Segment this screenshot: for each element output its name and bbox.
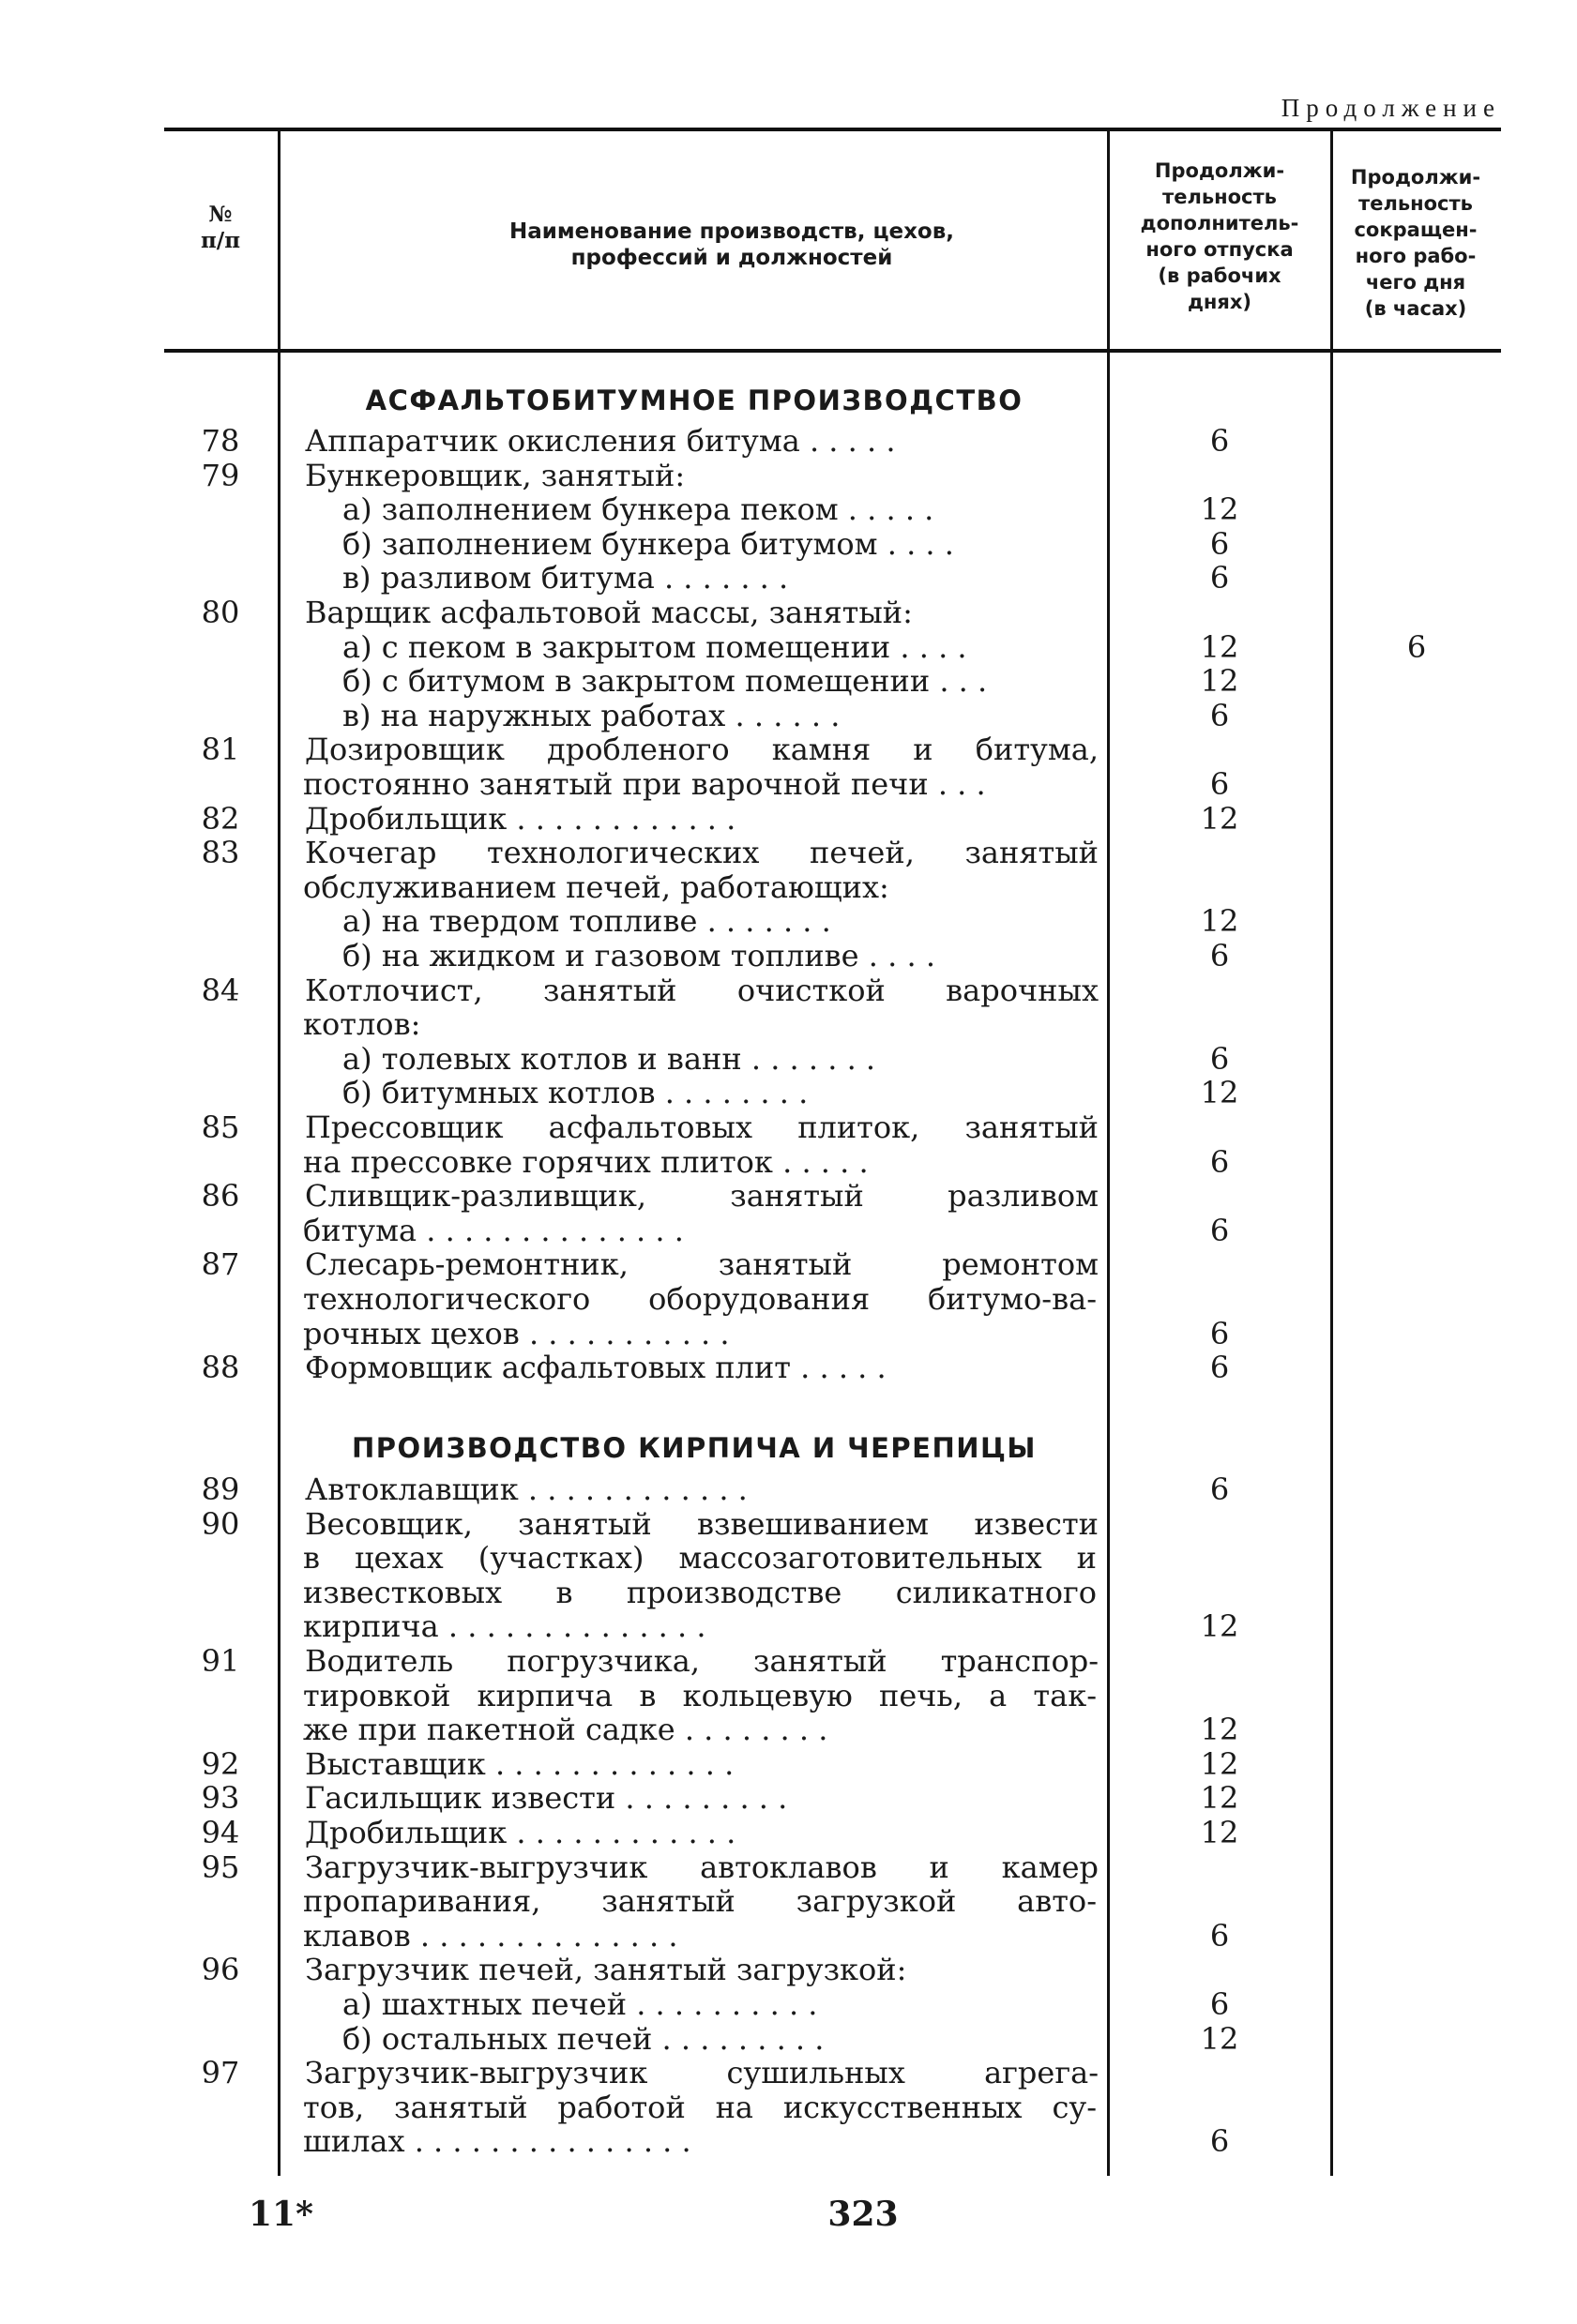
row-number: 91: [201, 1643, 240, 1679]
table-row: [0, 699, 1577, 733]
table-row: [0, 939, 1577, 973]
row-text: тов, занятый работой на искусственных су-: [303, 2090, 1097, 2125]
row-number: 81: [201, 732, 240, 768]
row-number: 82: [201, 800, 240, 837]
row-text: рочных цехов . . . . . . . . . . .: [303, 1316, 730, 1351]
section-title: АСФАЛЬТОБИТУМНОЕ ПРОИЗВОДСТВО: [365, 385, 1024, 416]
row-number: 87: [201, 1246, 240, 1283]
row-number: 88: [201, 1350, 240, 1386]
table-row: [0, 904, 1577, 939]
header-short-day-line: сокращен-: [1354, 219, 1478, 241]
table-row: [0, 1007, 1577, 1042]
header-name-line-2: профессий и должностей: [570, 246, 893, 270]
row-number: 90: [201, 1505, 240, 1542]
row-number: 89: [201, 1471, 240, 1507]
table-row: [0, 1679, 1577, 1713]
header-extra-leave-line: (в рабочих: [1158, 264, 1281, 287]
row-number: 86: [201, 1178, 240, 1215]
section-title: ПРОИЗВОДСТВО КИРПИЧА И ЧЕРЕПИЦЫ: [352, 1432, 1037, 1464]
row-number: 92: [201, 1745, 240, 1782]
extra-leave-days: 6: [1209, 1143, 1230, 1180]
row-text: битума . . . . . . . . . . . . . .: [303, 1213, 684, 1248]
table-row: [0, 1919, 1577, 1954]
table-row: [0, 561, 1577, 596]
page-number: 323: [827, 2195, 899, 2234]
row-text: Гасильщик извести . . . . . . . . .: [305, 1781, 788, 1816]
row-text: Дробильщик . . . . . . . . . . . .: [305, 1816, 736, 1850]
header-bottom-rule: [164, 349, 1501, 353]
table-row: [0, 1884, 1577, 1919]
header-extra-leave-line: днях): [1187, 291, 1252, 313]
row-text: а) шахтных печей . . . . . . . . . .: [342, 1987, 818, 2022]
row-text: Выставщик . . . . . . . . . . . . .: [305, 1746, 735, 1782]
extra-leave-days: 6: [1209, 1040, 1230, 1077]
row-text: же при пакетной садке . . . . . . . .: [303, 1713, 828, 1747]
row-text: Кочегар технологических печей, занятый: [305, 836, 1099, 870]
extra-leave-days: 6: [1209, 1315, 1230, 1351]
row-number: 95: [201, 1849, 240, 1885]
header-short-day-line: чего дня: [1365, 271, 1466, 294]
row-text: Варщик асфальтовой массы, занятый:: [305, 596, 913, 630]
row-text: б) остальных печей . . . . . . . . .: [342, 2021, 825, 2057]
table-row: [0, 1214, 1577, 1248]
row-text: а) на твердом топливе . . . . . . .: [342, 904, 831, 939]
table-row: [0, 1541, 1577, 1576]
header-short-day: [1332, 164, 1499, 322]
table-row: [0, 1816, 1577, 1850]
header-number-line-1: №: [208, 202, 233, 227]
table-row: [0, 1472, 1577, 1507]
extra-leave-days: 6: [1209, 1212, 1230, 1248]
row-number: 94: [201, 1815, 240, 1850]
extra-leave-days: 6: [1209, 697, 1230, 733]
row-text: а) заполнением бункера пеком . . . . .: [342, 492, 934, 527]
row-text: обслуживанием печей, работающих:: [303, 869, 889, 905]
table-row: [0, 1781, 1577, 1816]
row-text: Слесарь-ремонтник, занятый ремонтом: [305, 1247, 1099, 1282]
table-row: [0, 1507, 1577, 1542]
table-row: [0, 459, 1577, 493]
row-text: в) на наружных работах . . . . . .: [342, 698, 841, 733]
header-name-line-1: Наименование производств, цехов,: [508, 219, 955, 244]
table-row: [0, 1317, 1577, 1351]
signature-mark: 11*: [249, 2195, 313, 2234]
table-row: [0, 527, 1577, 562]
extra-leave-days: 6: [1209, 560, 1230, 596]
table-row: [0, 1351, 1577, 1385]
row-text: тировкой кирпича в кольцевую печь, а так-: [303, 1678, 1097, 1713]
header-extra-leave-line: ного отпуска: [1145, 238, 1294, 261]
row-text: постоянно занятый при варочной печи . . .: [303, 767, 986, 802]
row-number: 85: [201, 1109, 240, 1145]
table-row: [0, 973, 1577, 1008]
row-text: в цехах (участках) массозаготовительных и: [303, 1541, 1097, 1576]
row-text: шилах . . . . . . . . . . . . . . .: [303, 2124, 691, 2159]
table-top-rule: [164, 128, 1501, 131]
header-short-day-line: (в часах): [1364, 297, 1467, 320]
row-text: а) толевых котлов и ванн . . . . . . .: [342, 1041, 876, 1077]
row-text: б) битумных котлов . . . . . . . .: [342, 1076, 809, 1110]
table-row: [0, 1644, 1577, 1679]
table-row: [0, 1987, 1577, 2022]
row-text: технологического оборудования битумо-ва-: [303, 1282, 1097, 1317]
row-text: Формовщик асфальтовых плит . . . . .: [305, 1351, 887, 1385]
table-row: [0, 1110, 1577, 1145]
table-row: [0, 424, 1577, 459]
table-row: [0, 1042, 1577, 1077]
extra-leave-days: 6: [1209, 423, 1230, 459]
row-number: 84: [201, 972, 240, 1008]
row-text: известковых в производстве силикатного: [303, 1575, 1097, 1610]
table-row: [0, 836, 1577, 870]
extra-leave-days: 12: [1200, 903, 1239, 940]
extra-leave-days: 12: [1200, 491, 1239, 528]
table-row: [0, 2022, 1577, 2057]
extra-leave-days: 6: [1209, 766, 1230, 802]
row-text: а) с пеком в закрытом помещении . . . .: [342, 629, 967, 665]
table-row: [0, 1713, 1577, 1747]
row-number: 78: [201, 423, 240, 459]
header-short-day-line: Продолжи-: [1350, 166, 1481, 189]
row-text: клавов . . . . . . . . . . . . . .: [303, 1918, 678, 1954]
table-row: [0, 767, 1577, 802]
row-number: 96: [201, 1952, 240, 1988]
extra-leave-days: 12: [1200, 1712, 1239, 1748]
table-row: [0, 870, 1577, 905]
continuation-label: Продолжение: [1281, 94, 1501, 122]
row-text: Водитель погрузчика, занятый транспор-: [305, 1644, 1099, 1679]
row-text: Бункеровщик, занятый:: [305, 458, 686, 493]
extra-leave-days: 6: [1209, 1471, 1230, 1507]
extra-leave-days: 12: [1200, 1815, 1239, 1850]
header-number-line-2: п/п: [200, 228, 241, 253]
table-row: [0, 1850, 1577, 1885]
row-text: Аппаратчик окисления битума . . . . .: [305, 424, 896, 459]
header-extra-leave-line: тельность: [1162, 186, 1277, 208]
row-text: Дозировщик дробленого камня и битума,: [305, 732, 1099, 767]
row-text: в) разливом битума . . . . . . .: [342, 561, 789, 596]
row-number: 83: [201, 835, 240, 871]
header-short-day-line: ного рабо-: [1355, 245, 1477, 267]
row-text: Загрузчик-выгрузчик сушильных агрега-: [305, 2056, 1099, 2090]
table-row: [0, 2124, 1577, 2159]
header-extra-leave: [1112, 158, 1327, 315]
table-row: [0, 1953, 1577, 1987]
row-text: пропаривания, занятый загрузкой авто-: [303, 1884, 1097, 1919]
row-number: 97: [201, 2055, 240, 2091]
table-row: [0, 1609, 1577, 1644]
row-text: Прессовщик асфальтовых плиток, занятый: [305, 1110, 1099, 1145]
extra-leave-days: 12: [1200, 1780, 1239, 1817]
row-text: Загрузчик печей, занятый загрузкой:: [305, 1953, 907, 1987]
extra-leave-days: 12: [1200, 663, 1239, 700]
table-row: [0, 492, 1577, 527]
table-row: [0, 732, 1577, 767]
row-number: 93: [201, 1780, 240, 1817]
header-extra-leave-line: Продолжи-: [1154, 159, 1285, 182]
row-text: на прессовке горячих плиток . . . . .: [303, 1144, 869, 1180]
extra-leave-days: 12: [1200, 1745, 1239, 1782]
header-extra-leave-line: дополнитель-: [1140, 212, 1299, 234]
table-row: [0, 1282, 1577, 1317]
row-text: Автоклавщик . . . . . . . . . . . .: [305, 1472, 748, 1507]
row-text: кирпича . . . . . . . . . . . . . .: [303, 1609, 706, 1644]
extra-leave-days: 6: [1209, 1986, 1230, 2022]
extra-leave-days: 12: [1200, 2020, 1239, 2057]
extra-leave-days: 6: [1209, 525, 1230, 562]
table-row: [0, 630, 1577, 665]
table-row: [0, 1179, 1577, 1214]
row-text: б) на жидком и газовом топливе . . . .: [342, 939, 935, 973]
row-text: б) заполнением бункера битумом . . . .: [342, 526, 954, 562]
table-row: [0, 1145, 1577, 1180]
table-row: [0, 802, 1577, 837]
table-row: [0, 2090, 1577, 2125]
table-row: [0, 1076, 1577, 1110]
header-number: [164, 202, 277, 254]
extra-leave-days: 6: [1209, 1350, 1230, 1386]
row-text: Весовщик, занятый взвешиванием извести: [305, 1506, 1099, 1542]
header-name: [375, 219, 1088, 271]
extra-leave-days: 12: [1200, 1608, 1239, 1645]
table-row: [0, 2056, 1577, 2090]
extra-leave-days: 6: [1209, 938, 1230, 973]
row-text: Дробильщик . . . . . . . . . . . .: [305, 801, 736, 837]
extra-leave-days: 6: [1209, 2123, 1230, 2160]
short-day-hours: 6: [1406, 628, 1427, 665]
table-row: [0, 1576, 1577, 1610]
row-number: 80: [201, 595, 240, 630]
extra-leave-days: 12: [1200, 1075, 1239, 1111]
row-text: б) с битумом в закрытом помещении . . .: [342, 664, 988, 699]
header-short-day-line: тельность: [1358, 192, 1473, 215]
table-row: [0, 596, 1577, 630]
extra-leave-days: 6: [1209, 1917, 1230, 1954]
row-text: Сливщик-разливщик, занятый разливом: [305, 1179, 1099, 1214]
table-row: [0, 664, 1577, 699]
row-number: 79: [201, 457, 240, 493]
extra-leave-days: 12: [1200, 628, 1239, 665]
table-row: [0, 1247, 1577, 1282]
extra-leave-days: 12: [1200, 800, 1239, 837]
row-text: Загрузчик-выгрузчик автоклавов и камер: [305, 1849, 1099, 1885]
table-row: [0, 1747, 1577, 1782]
row-text: Котлочист, занятый очисткой варочных: [305, 973, 1099, 1008]
row-text: котлов:: [303, 1007, 421, 1042]
